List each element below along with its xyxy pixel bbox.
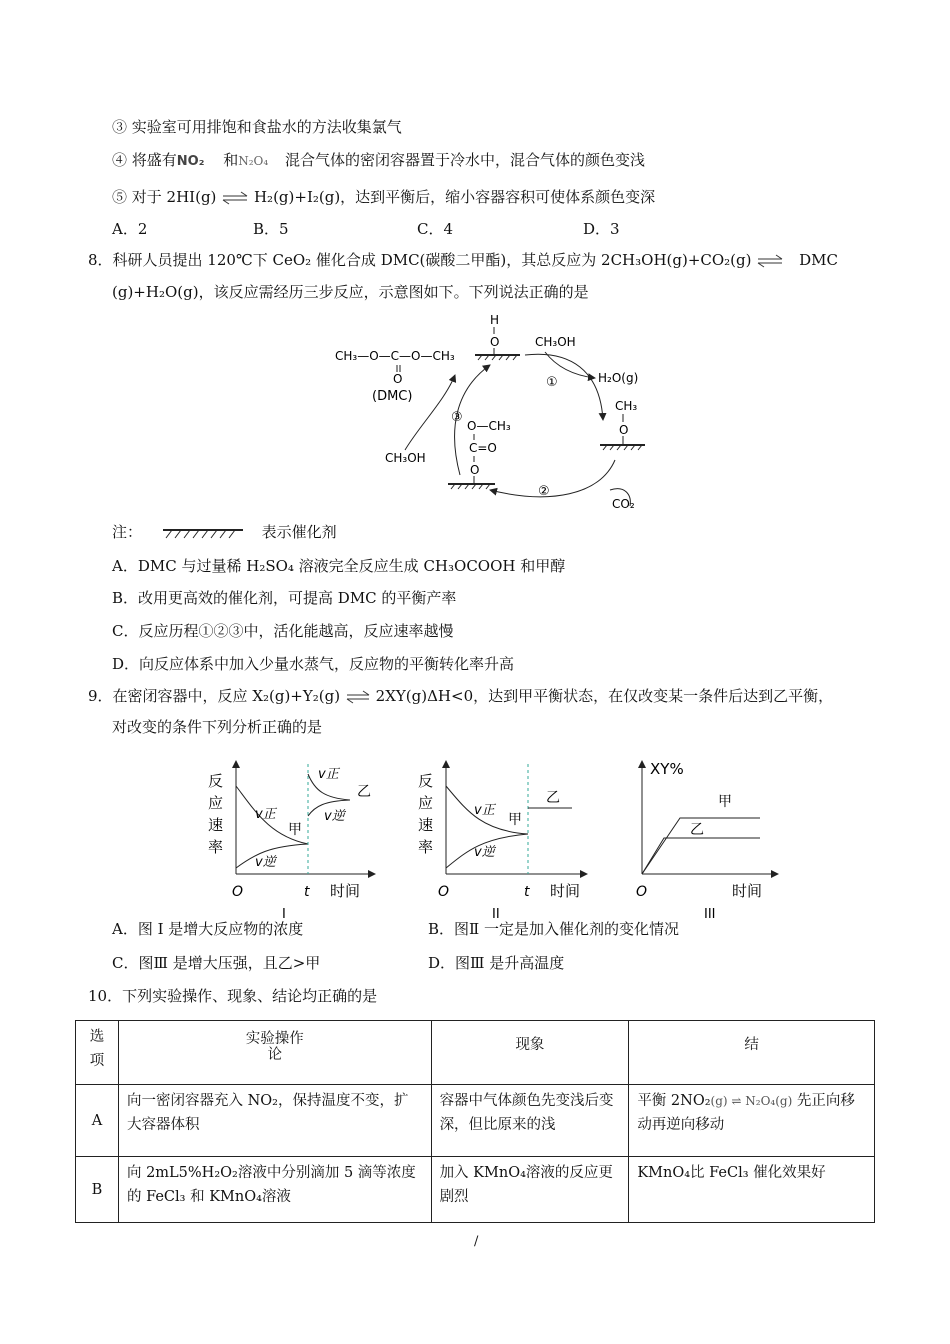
q10-title: 10．下列实验操作、现象、结论均正确的是 (88, 987, 378, 1005)
y-label-2: 应 (418, 794, 434, 812)
v-reverse-label: v逆 (474, 845, 495, 860)
q8-stem-line-1 (88, 250, 838, 270)
origin-label: O (232, 884, 244, 900)
equilibrium-arrow-icon (756, 254, 784, 268)
q8-stem-line-2: (g)+H₂O(g)，该反应需经历三步反应，示意图如下。下列说法正确的是 (112, 283, 589, 301)
q9-graph-2 (412, 756, 602, 926)
time-label: 时间 (732, 882, 763, 900)
q8-note (112, 522, 337, 542)
table-header-row (76, 1021, 875, 1085)
t-label: t (304, 884, 310, 900)
v-forward-label: v正 (255, 807, 276, 822)
row-key: B (76, 1157, 119, 1223)
conclusion-post: 先正向移动再逆向移动 (637, 1093, 855, 1133)
dmc-carbonyl-o: O (393, 372, 403, 386)
dmc-reaction-cycle-diagram (330, 310, 690, 520)
q7-item-5-post: H₂(g)+I₂(g)，达到平衡后，缩小容器容积可使体系颜色变深 (253, 188, 656, 206)
step-1-marker: ① (546, 375, 558, 390)
origin-label: O (438, 884, 450, 900)
methanol-in-step-1: CH₃OH (535, 335, 576, 349)
q7-option-c: C．4 (417, 220, 454, 238)
step-2-marker: ② (538, 484, 550, 499)
page-footer: / (474, 1234, 479, 1249)
table-row (76, 1157, 875, 1223)
row-operation: 向 2mL5%H₂O₂溶液中分别滴加 5 滴等浓度的 FeCl₃ 和 KMnO₄溶液 (118, 1157, 431, 1223)
q9-option-c: C．图Ⅲ 是增大压强，且乙>甲 (112, 954, 321, 972)
label-jia: 甲 (718, 794, 732, 810)
state-jia: 甲 (508, 812, 522, 828)
label-yi: 乙 (690, 822, 704, 838)
no2-formula-image: NO₂ (176, 154, 205, 169)
catalyst-surface-bottom (448, 484, 495, 489)
q7-item-4-pre: ④ 将盛有 (112, 151, 177, 169)
graph-3-label: III (704, 907, 716, 922)
header-phenomenon: 现象 (431, 1021, 629, 1085)
q9-option-b: B．图Ⅱ 一定是加入催化剂的变化情况 (428, 920, 679, 938)
q7-item-5 (112, 187, 655, 207)
equilibrium-arrow-icon (345, 690, 371, 704)
q8-option-a: A．DMC 与过量稀 H₂SO₄ 溶液完全反应生成 CH₃OCOOH 和甲醇 (112, 557, 566, 575)
q8-note-label: 注： (112, 523, 143, 541)
cycle-arrow-step-1 (525, 354, 603, 420)
catalyst-surface-right (600, 445, 645, 450)
q8-option-d: D．向反应体系中加入少量水蒸气，反应物的平衡转化率升高 (112, 655, 515, 673)
y-label-1: 反 (208, 772, 224, 790)
cycle-arrow-step-2 (490, 460, 615, 497)
catalyst-symbol-icon (161, 526, 245, 540)
q7-item-4-and: 和 (223, 151, 239, 169)
header-operation: 实验操作 论 (118, 1021, 431, 1085)
y-label-4: 率 (208, 838, 224, 856)
y-label-3: 速 (418, 816, 434, 834)
conclusion-pre: 平衡 2NO₂ (637, 1093, 711, 1109)
state-yi: 乙 (546, 790, 560, 806)
conclusion-equation-image: (g) ⇌ N₂O₄(g) (710, 1094, 793, 1108)
y-axis-label: XY% (650, 760, 684, 778)
n2o4-formula-image: N₂O₄ (238, 154, 269, 168)
methanol-in-step-3: CH₃OH (385, 451, 426, 465)
step-3-marker: ③ (451, 410, 463, 425)
time-label: 时间 (550, 882, 581, 900)
q10-experiment-table (75, 1020, 875, 1223)
q9-graph-3 (620, 756, 790, 926)
origin-label: O (636, 884, 648, 900)
curve-yi (642, 838, 760, 874)
q7-item-5-pre: ⑤ 对于 2HI(g) (112, 188, 217, 206)
catalyst-surface-top (475, 355, 520, 360)
q9-stem-line-2: 对改变的条件下列分析正确的是 (112, 718, 323, 736)
q9-option-a: A．图 I 是增大反应物的浓度 (112, 920, 304, 938)
q9-stem-line-1-post: 2XY(g)ΔH<0，达到甲平衡状态，在仅改变某一条件后达到乙平衡， (375, 687, 834, 705)
y-label-3: 速 (208, 816, 224, 834)
graph-2-label: II (492, 907, 500, 922)
row-operation: 向一密闭容器充入 NO₂，保持温度不变，扩大容器体积 (118, 1085, 431, 1157)
q7-item-4 (112, 150, 645, 172)
adsorbed-o-top: O (490, 335, 500, 349)
y-label-2: 应 (208, 794, 224, 812)
dmc-formula: CH₃—O—C—O—CH₃ (335, 349, 455, 363)
q8-option-b: B．改用更高效的催化剂，可提高 DMC 的平衡产率 (112, 589, 457, 607)
row-phenomenon: 加入 KMnO₄溶液的反应更剧烈 (431, 1157, 629, 1223)
q8-stem-line-1-post: DMC (799, 251, 838, 269)
q7-item-3: ③ 实验室可用排饱和食盐水的方法收集氯气 (112, 118, 402, 136)
row-key: A (76, 1085, 119, 1157)
adsorbed-o-ch3: O—CH₃ (467, 419, 511, 433)
adsorbed-o-right: O (619, 423, 629, 437)
graph-1-label: I (282, 907, 286, 922)
arrow-to-dmc (405, 375, 455, 450)
y-label-4: 率 (418, 838, 434, 856)
q9-stem-line-1-pre: 9．在密闭容器中，反应 X₂(g)+Y₂(g) (88, 687, 341, 705)
q7-option-a: A．2 (112, 220, 148, 238)
header-conclusion: 结 (629, 1021, 875, 1085)
v-reverse-label: v逆 (255, 855, 276, 870)
q8-note-text: 表示催化剂 (261, 523, 337, 541)
q9-stem-line-1 (88, 686, 833, 706)
q8-option-c: C．反应历程①②③中，活化能越高，反应速率越慢 (112, 622, 454, 640)
adsorbed-ch3: CH₃ (615, 399, 638, 413)
table-row (76, 1085, 875, 1157)
y-label-1: 反 (418, 772, 434, 790)
q9-graph-1 (200, 756, 390, 926)
row-conclusion (629, 1085, 875, 1157)
time-label: 时间 (330, 882, 361, 900)
v-reverse-after-label: v逆 (324, 809, 345, 824)
co2-reactant: CO₂ (612, 497, 635, 511)
adsorbed-o-bottom: O (470, 463, 480, 477)
state-yi: 乙 (357, 784, 371, 800)
v-forward-label: v正 (474, 803, 495, 818)
q7-option-d: D．3 (583, 220, 620, 238)
q8-stem-line-1-pre: 8．科研人员提出 120℃下 CeO₂ 催化合成 DMC(碳酸二甲酯)，其总反应为 2CH₃OH(g)+CO₂(g) (88, 251, 752, 269)
state-jia: 甲 (288, 822, 302, 838)
t-label: t (524, 884, 530, 900)
header-option: 选 项 (76, 1021, 119, 1085)
q7-option-b: B．5 (253, 220, 289, 238)
water-product: H₂O(g) (598, 371, 639, 385)
q9-option-d: D．图Ⅲ 是升高温度 (428, 954, 565, 972)
row-phenomenon: 容器中气体颜色先变浅后变深，但比原来的浅 (431, 1085, 629, 1157)
q7-item-4-post: 混合气体的密闭容器置于冷水中，混合气体的颜色变浅 (284, 151, 645, 169)
v-forward-after-label: v正 (318, 767, 339, 782)
adsorbed-c-eq-o: C=O (469, 441, 497, 455)
row-conclusion: KMnO₄比 FeCl₃ 催化效果好 (629, 1157, 875, 1223)
dmc-label: (DMC) (372, 389, 413, 404)
adsorbed-h: H (490, 313, 500, 327)
equilibrium-arrow-icon (221, 191, 249, 205)
